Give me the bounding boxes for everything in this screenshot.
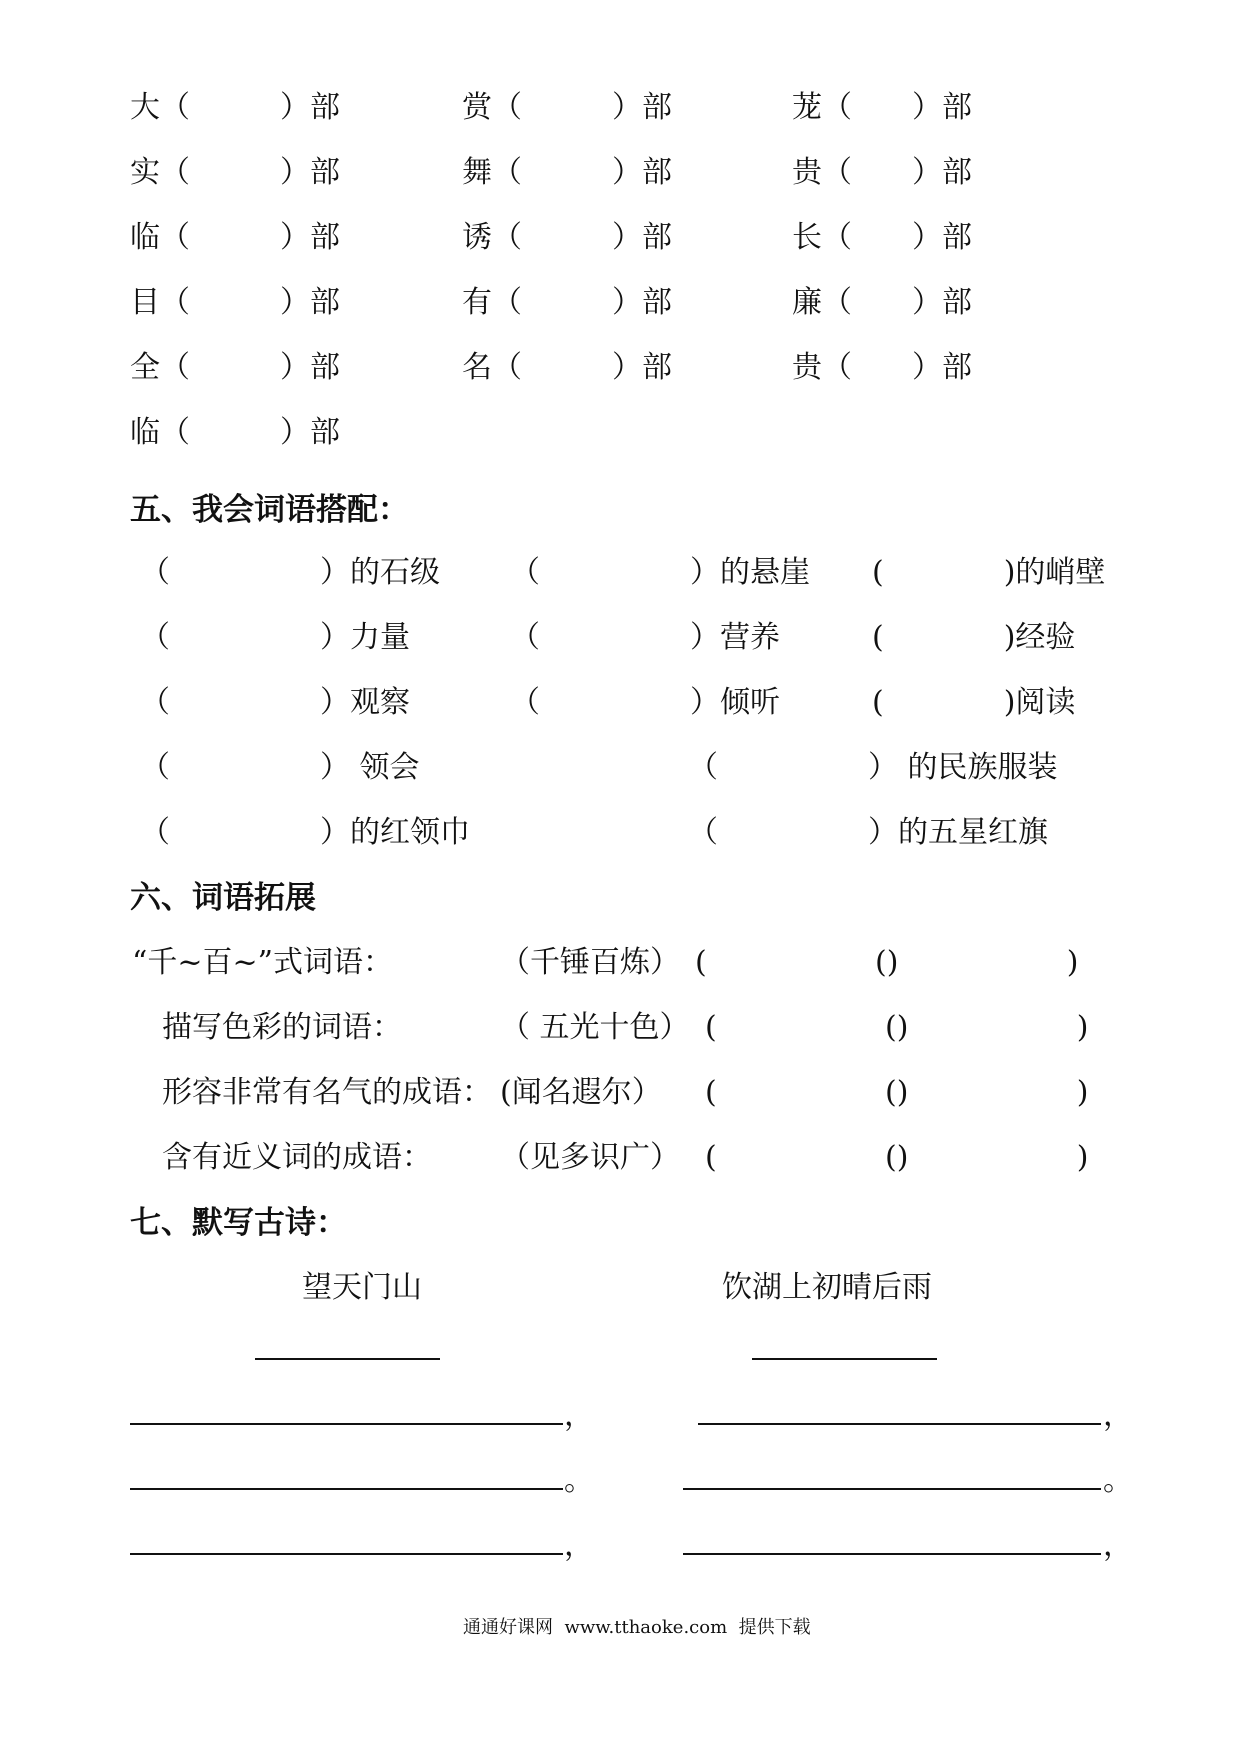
poem-answer-line[interactable]: [683, 1488, 1101, 1490]
match-item: ( )经验: [872, 620, 1076, 655]
extension-blank: ( ): [695, 945, 899, 980]
match-item: （ ）观察: [140, 685, 410, 720]
match-item: （ ）倾听: [510, 685, 780, 720]
radical-item: 大（ ）部: [130, 90, 340, 125]
punctuation: ，: [564, 1528, 594, 1563]
extension-blank: ( ): [705, 1010, 909, 1045]
poem-title: 饮湖上初晴后雨: [722, 1270, 932, 1305]
radical-item: 有（ ）部: [462, 285, 672, 320]
extension-blank: ( ): [885, 1010, 1089, 1045]
page-footer: 通通好课网 www.tthaoke.com 提供下载: [463, 1617, 811, 1638]
extension-blank: ( ): [885, 1140, 1089, 1175]
extension-example: （见多识广）: [500, 1140, 680, 1175]
extension-example: （千锤百炼）: [500, 945, 680, 980]
section-heading: 五、我会词语搭配：: [130, 492, 409, 528]
author-line[interactable]: [255, 1358, 440, 1360]
radical-item: 实（ ）部: [130, 155, 340, 190]
author-line[interactable]: [752, 1358, 937, 1360]
match-item: （ ）的石级: [140, 555, 440, 590]
punctuation: ，: [564, 1398, 594, 1433]
match-item: （ ）营养: [510, 620, 780, 655]
extension-blank: ( ): [875, 945, 1079, 980]
radical-item: 临（ ）部: [130, 415, 340, 450]
match-item: （ ）的红领巾: [140, 815, 470, 850]
extension-example: (闻名遐尔）: [500, 1075, 662, 1110]
match-item: （ ）的悬崖: [510, 555, 810, 590]
poem-answer-line[interactable]: [130, 1488, 563, 1490]
radical-item: 贵（ ）部: [792, 350, 972, 385]
radical-item: 长（ ）部: [792, 220, 972, 255]
extension-blank: ( ): [705, 1140, 909, 1175]
match-item: （ ）的五星红旗: [688, 815, 1048, 850]
extension-blank: ( ): [705, 1075, 909, 1110]
match-item: （ ） 领会: [140, 750, 420, 785]
extension-blank: ( ): [885, 1075, 1089, 1110]
radical-item: 诱（ ）部: [462, 220, 672, 255]
radical-item: 临（ ）部: [130, 220, 340, 255]
punctuation: ，: [1103, 1528, 1133, 1563]
extension-label: 描写色彩的词语：: [162, 1010, 402, 1045]
match-item: ( )阅读: [872, 685, 1076, 720]
extension-label: “千~百~”式词语：: [132, 945, 393, 980]
radical-item: 全（ ）部: [130, 350, 340, 385]
extension-example: （ 五光十色）: [500, 1010, 690, 1045]
radical-item: 舞（ ）部: [462, 155, 672, 190]
match-item: ( )的峭壁: [872, 555, 1106, 590]
radical-item: 目（ ）部: [130, 285, 340, 320]
extension-label: 含有近义词的成语：: [162, 1140, 432, 1175]
poem-title: 望天门山: [302, 1270, 422, 1305]
section-heading: 七、默写古诗：: [130, 1205, 347, 1241]
poem-answer-line[interactable]: [130, 1423, 563, 1425]
punctuation: 。: [1103, 1463, 1133, 1498]
extension-label: 形容非常有名气的成语：: [162, 1075, 492, 1110]
punctuation: 。: [564, 1463, 594, 1498]
radical-item: 贵（ ）部: [792, 155, 972, 190]
match-item: （ ）力量: [140, 620, 410, 655]
poem-answer-line[interactable]: [683, 1553, 1101, 1555]
radical-item: 廉（ ）部: [792, 285, 972, 320]
radical-item: 名（ ）部: [462, 350, 672, 385]
poem-answer-line[interactable]: [698, 1423, 1101, 1425]
radical-item: 茏（ ）部: [792, 90, 972, 125]
radical-item: 赏（ ）部: [462, 90, 672, 125]
punctuation: ，: [1103, 1398, 1133, 1433]
poem-answer-line[interactable]: [130, 1553, 563, 1555]
match-item: （ ） 的民族服装: [688, 750, 1058, 785]
section-heading: 六、词语拓展: [130, 880, 316, 916]
